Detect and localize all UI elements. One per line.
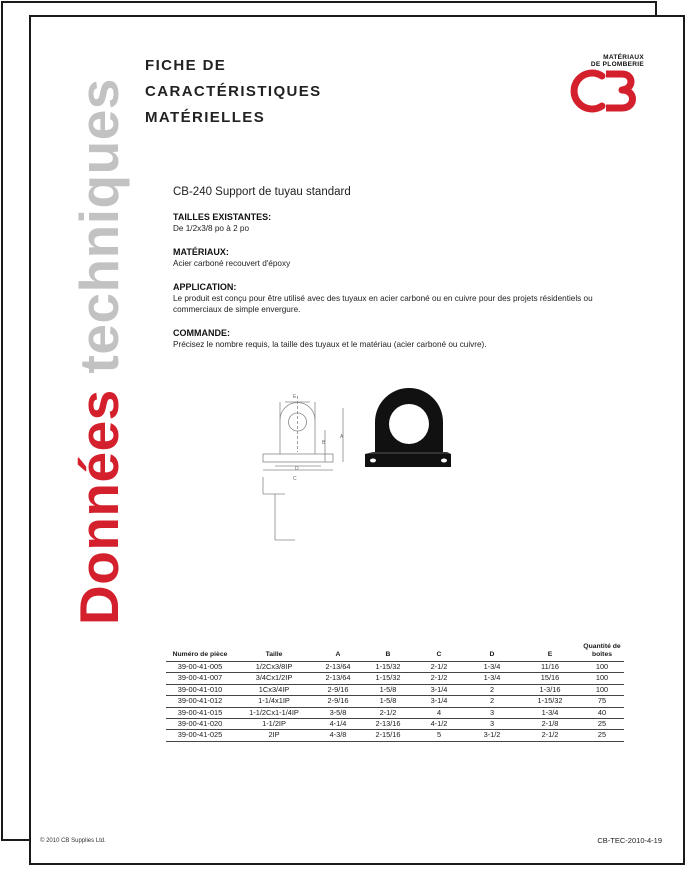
pipe-support-photo <box>365 388 451 467</box>
table-cell: 3/4Cx1/2IP <box>234 673 314 684</box>
table-cell: 2-13/64 <box>314 673 362 684</box>
table-cell: 100 <box>580 684 624 695</box>
section-heading: APPLICATION: <box>173 282 237 292</box>
logo-text <box>566 54 648 68</box>
copyright-text: © 2010 CB Supplies Ltd. <box>40 838 106 844</box>
table-cell: 4-1/4 <box>314 719 362 730</box>
front-view-drawing <box>263 396 343 540</box>
section-body: Précisez le nombre requis, la taille des tuyaux et le matériau (acier carboné ou cuivre). <box>173 340 487 349</box>
logo-text-line1: MATÉRIAUX <box>603 54 644 61</box>
table-cell: 3-1/4 <box>414 696 464 707</box>
section-sizes <box>173 212 643 234</box>
table-cell: 5 <box>414 730 464 741</box>
dim-label-e: E <box>293 394 297 400</box>
document-code: CB-TEC-2010-4-19 <box>597 836 662 845</box>
page-title-line: MATÉRIELLES <box>145 109 266 126</box>
table-cell: 1-15/32 <box>362 673 414 684</box>
dim-label-d: D <box>295 466 299 472</box>
table-cell: 2-9/16 <box>314 696 362 707</box>
section-body: Le produit est conçu pour être utilisé avec des tuyaux en acier carboné ou en cuivre pour des projets résidentiels ou commerciaux de simple envergure. <box>173 294 593 314</box>
table-cell: 1-15/32 <box>520 696 580 707</box>
table-cell: 1Cx3/4IP <box>234 684 314 695</box>
col-header-a: A <box>335 651 341 658</box>
table-cell: 100 <box>580 673 624 684</box>
table-cell: 39-00-41-010 <box>166 684 234 695</box>
table-cell: 2-1/2 <box>520 730 580 741</box>
page-title-line: CARACTÉRISTIQUES <box>145 83 322 100</box>
dim-label-b: B <box>322 440 326 446</box>
table-header-row <box>166 637 624 662</box>
col-header-box-qty: Quantité de boîtes <box>583 643 621 658</box>
table-cell: 2-13/64 <box>314 662 362 673</box>
table-cell: 39-00-41-007 <box>166 673 234 684</box>
table-cell: 1-15/32 <box>362 662 414 673</box>
pipe-support-drawing <box>255 382 455 552</box>
table-cell: 25 <box>580 730 624 741</box>
table-cell: 1-1/2Cx1-1/4IP <box>234 707 314 718</box>
table-cell: 2-9/16 <box>314 684 362 695</box>
table-cell: 2 <box>464 696 520 707</box>
company-logo <box>566 54 648 116</box>
table-cell: 2IP <box>234 730 314 741</box>
table-cell: 2-1/2 <box>414 673 464 684</box>
col-header-d: D <box>489 651 495 658</box>
dim-label-c: C <box>293 476 297 482</box>
col-header-c: C <box>436 651 442 658</box>
table-cell: 1-1/2IP <box>234 719 314 730</box>
table-cell: 1-3/4 <box>464 673 520 684</box>
table-cell: 1-3/4 <box>464 662 520 673</box>
table-row <box>166 662 624 673</box>
table-cell: 4-3/8 <box>314 730 362 741</box>
table-cell: 2-1/2 <box>414 662 464 673</box>
table-cell: 3 <box>464 707 520 718</box>
product-title: CB-240 Support de tuyau standard <box>173 186 351 198</box>
table-cell: 3-5/8 <box>314 707 362 718</box>
section-heading: MATÉRIAUX: <box>173 247 229 257</box>
table-cell: 4-1/2 <box>414 719 464 730</box>
page-title <box>145 53 322 131</box>
table-cell: 39-00-41-025 <box>166 730 234 741</box>
table-cell: 2-1/8 <box>520 719 580 730</box>
table-cell: 75 <box>580 696 624 707</box>
section-materials <box>173 247 643 269</box>
table-cell: 1-1/4x1IP <box>234 696 314 707</box>
table-cell: 39-00-41-015 <box>166 707 234 718</box>
section-order <box>173 328 643 350</box>
table-cell: 25 <box>580 719 624 730</box>
table-cell: 3-1/2 <box>464 730 520 741</box>
section-heading: COMMANDE: <box>173 328 230 338</box>
table-cell: 11/16 <box>520 662 580 673</box>
side-title <box>70 78 128 625</box>
table-row <box>166 684 624 695</box>
table-cell: 2-15/16 <box>362 730 414 741</box>
logo-text-line2: DE PLOMBERIE <box>590 61 644 68</box>
table-row <box>166 696 624 707</box>
dim-label-a: A <box>340 434 344 440</box>
parts-table <box>166 637 624 742</box>
section-heading: TAILLES EXISTANTES: <box>173 212 272 222</box>
table-cell: 1-5/8 <box>362 696 414 707</box>
table-row <box>166 707 624 718</box>
section-application <box>173 282 643 315</box>
page-title-line: FICHE DE <box>145 57 227 74</box>
table-cell: 100 <box>580 662 624 673</box>
section-body: De 1/2x3/8 po à 2 po <box>173 224 250 233</box>
table-cell: 15/16 <box>520 673 580 684</box>
side-title-word1: Données <box>68 389 130 625</box>
table-cell: 39-00-41-012 <box>166 696 234 707</box>
table-cell: 1-5/8 <box>362 684 414 695</box>
table-row <box>166 719 624 730</box>
col-header-size: Taille <box>265 651 283 658</box>
table-cell: 1-3/4 <box>520 707 580 718</box>
col-header-e: E <box>547 651 553 658</box>
section-body: Acier carboné recouvert d'époxy <box>173 259 291 268</box>
table-row <box>166 673 624 684</box>
table-cell: 2-1/2 <box>362 707 414 718</box>
table-cell: 40 <box>580 707 624 718</box>
table-cell: 4 <box>414 707 464 718</box>
table-row <box>166 730 624 741</box>
col-header-b: B <box>385 651 391 658</box>
table-cell: 3-1/4 <box>414 684 464 695</box>
table-cell: 2 <box>464 684 520 695</box>
col-header-part-number: Numéro de pièce <box>172 651 228 658</box>
cb-logo-mark-icon <box>568 68 646 114</box>
table-cell: 39-00-41-005 <box>166 662 234 673</box>
table-cell: 39-00-41-020 <box>166 719 234 730</box>
table-cell: 3 <box>464 719 520 730</box>
table-cell: 2-13/16 <box>362 719 414 730</box>
table-cell: 1-3/16 <box>520 684 580 695</box>
side-title-word2: techniques <box>68 78 130 374</box>
table-cell: 1/2Cx3/8IP <box>234 662 314 673</box>
